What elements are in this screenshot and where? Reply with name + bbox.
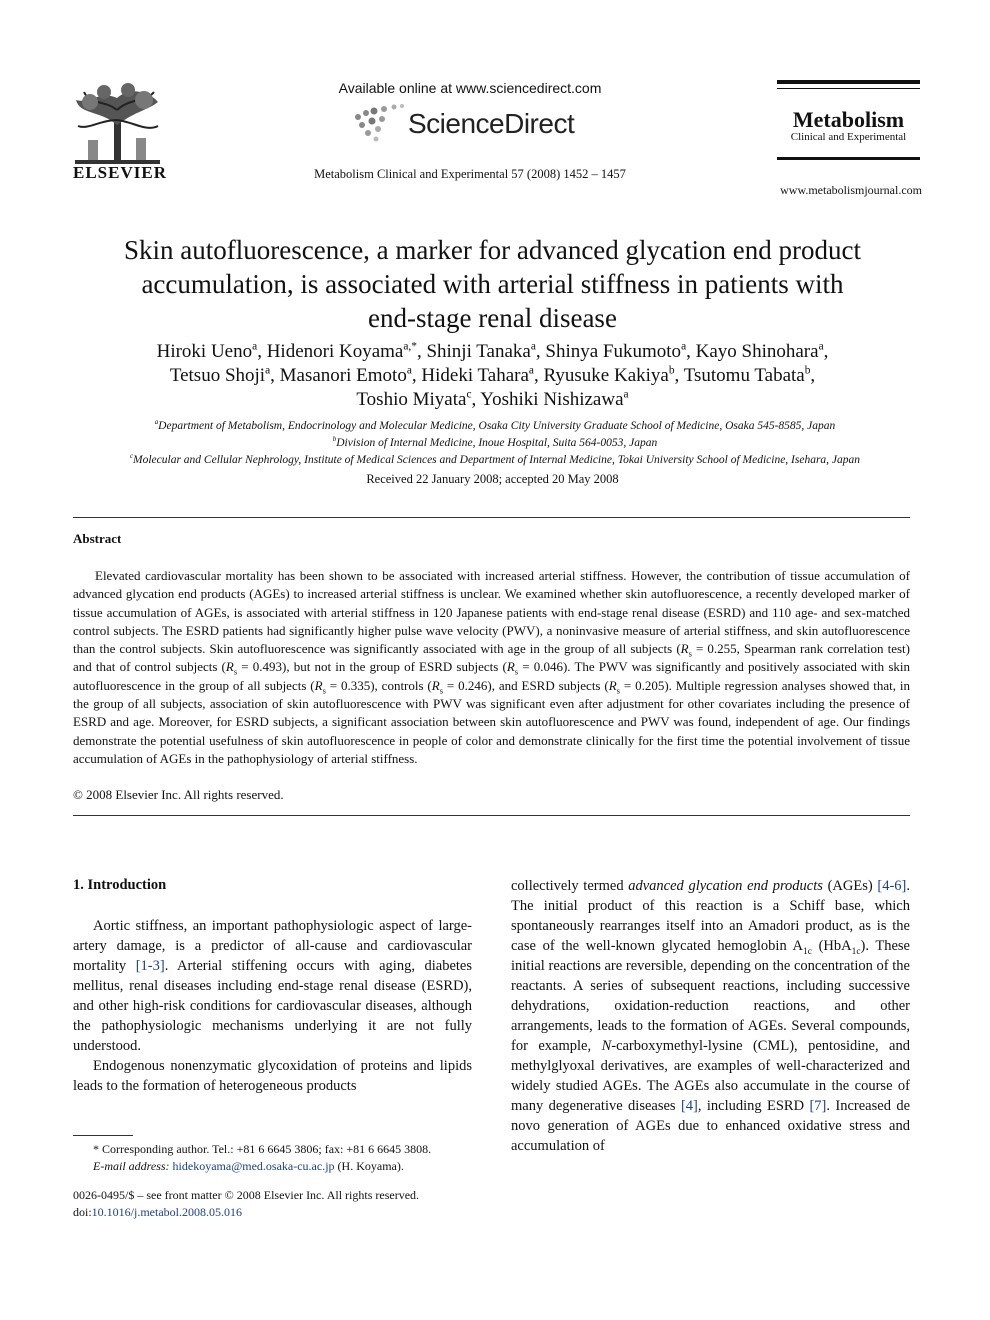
- journal-citation: Metabolism Clinical and Experimental 57 (2008) 1452 – 1457: [314, 167, 626, 181]
- paragraph: Aortic stiffness, an important pathophysiologic aspect of large-artery damage, is a predictor of all-cause and cardiovascular mortality [1-3]. Arterial stiffening occurs with aging, diabetes mellitus, renal diseases including end-stage renal disease (ESRD), and other high-risk conditions for cardiovascular diseases, although the pathophysiologic mechanisms underlying it are not fully understood.: [73, 918, 472, 1054]
- author: Shinji Tanaka$^a$,: [426, 340, 546, 362]
- issn-line: 0026-0495/$ – see front matter © 2008 Elsevier Inc. All rights reserved.: [73, 1188, 420, 1202]
- author: Hideki Tahara$^a$,: [421, 364, 544, 386]
- email-line: E-mail address: hidekoyama@med.osaka-cu.ac.jp (H. Koyama).: [93, 1159, 404, 1173]
- footnote-corresponding: [73, 1141, 473, 1175]
- author: Yoshiki Nishizawa$^a$: [480, 388, 629, 410]
- citation-link[interactable]: [7]: [809, 1098, 827, 1114]
- citation-link[interactable]: [4-6]: [877, 878, 907, 894]
- affiliation-b: $^b$Division of Internal Medicine, Inoue Hospital, Suita 564-0053, Japan: [332, 436, 658, 449]
- abstract-heading: Abstract: [73, 531, 122, 546]
- abstract-text: Elevated cardiovascular mortality has been shown to be associated with increased arterial stiffness. However, the contribution of tissue accumulation of advanced glycation end products (AGEs) to increased arterial stiffness is unclear. We examined whether skin autofluorescence, a recently developed marker of tissue accumulation of AGEs, is associated with arterial stiffness in 120 Japanese patients with end-stage renal disease (ESRD) and 110 age- and sex-matched control subjects. The ESRD patients had significantly higher pulse wave velocity (PWV), a noninvasive measure of arterial stiffness, and skin autofluorescence than the control subjects. Skin autofluorescence was significantly associated with age in the group of all subjects ($R_s = 0.255$, Spearman rank correlation test) and that of control subjects $(R_s = 0.493)$, but not in the group of ESRD subjects $(R_s = 0.046)$. The PWV was significantly and positively associated with skin autofluorescence in the group of all subjects $(R_s = 0.335)$, controls $(R_s = 0.246)$, and ESRD subjects $(R_s = 0.205)$. Multiple regression analyses showed that, in the group of all subjects, association of skin autofluorescence with PWV was significant even after adjustment for other covariates including the presence of ESRD and age. Moreover, for ESRD subjects, a significant association between skin autofluorescence and PWV was found, independent of age. Our findings demonstrate the potential usefulness of skin autofluorescence in people of color and demonstrate clinically for the first time the potential involvement of tissue accumulation of AGEs in the pathophysiology of arterial stiffness.: [73, 568, 911, 766]
- citation-link[interactable]: [4]: [680, 1098, 698, 1114]
- body-column-left: [73, 916, 472, 1096]
- journal-url[interactable]: www.metabolismjournal.com: [780, 183, 922, 197]
- journal-rule-top-thin: [777, 88, 920, 89]
- email-link[interactable]: hidekoyama@med.osaka-cu.ac.jp: [172, 1159, 335, 1173]
- divider: [73, 517, 910, 518]
- affiliation-a: $^a$Department of Metabolism, Endocrinology and Molecular Medicine, Osaka City University Graduate School of Medicine, Osaka 545-8585, Japan: [154, 419, 836, 432]
- author: Ryusuke Kakiya$^b$,: [543, 364, 684, 386]
- journal-subtitle: Clinical and Experimental: [790, 131, 907, 143]
- author: Tetsuo Shoji$^a$,: [169, 364, 280, 386]
- journal-name: Metabolism: [792, 107, 905, 132]
- divider: [73, 815, 910, 816]
- author-line: [75, 364, 910, 388]
- author: Tsutomu Tabata$^b$,: [683, 364, 816, 386]
- doi-line: doi:10.1016/j.metabol.2008.05.016: [73, 1205, 242, 1219]
- author: Toshio Miyata$^c$,: [356, 388, 481, 410]
- affiliation-c: $^c$Molecular and Cellular Nephrology, Institute of Medical Sciences and Department of Internal Medicine, Tokai University School of Medicine, Isehara, Japan: [129, 453, 861, 466]
- abstract-copyright: © 2008 Elsevier Inc. All rights reserved.: [73, 787, 284, 802]
- section-heading: 1. Introduction: [73, 877, 167, 893]
- body-column-right: [511, 876, 910, 1156]
- citation-link[interactable]: [1-3]: [135, 958, 165, 974]
- title-line: end-stage renal disease: [368, 303, 617, 333]
- author-line: [75, 388, 910, 412]
- footnote-rule: [73, 1135, 133, 1136]
- issn-doi: [73, 1187, 493, 1221]
- paragraph: collectively termed advanced glycation end products (AGEs) [4-6]. The initial product of this reaction is a Schiff base, which spontaneously rearranges itself into an Amadori product, as is the case of the well-known glycated hemoglobin $A_{1c}$ (HbA$_{1c}$). These initial reactions are reversible, depending on the concentration of the reactants. A series of subsequent reactions, including successive dehydrations, oxidation-reduction reactions, and other arrangements, leads to the formation of AGEs. Several compounds, for example, N-carboxymethyl-lysine (CML), pentosidine, and methylglyoxal derivatives, are examples of well-characterized and widely studied AGEs. The AGEs also accumulate in the course of many degenerative diseases [4], including ESRD [7]. Increased de novo generation of AGEs due to enhanced oxidative stress and accumulation of: [511, 878, 911, 1154]
- elsevier-tree-logo-icon: [70, 80, 165, 168]
- author: Hiroki Ueno$^a$,: [156, 340, 267, 362]
- author: Masanori Emoto$^a$,: [279, 364, 422, 386]
- sciencedirect-wordmark: ScienceDirect: [408, 108, 575, 139]
- paragraph: Endogenous nonenzymatic glycoxidation of proteins and lipids leads to the formation of heterogeneous products: [73, 1058, 472, 1094]
- author: Kayo Shinohara$^a$,: [695, 340, 829, 362]
- doi-link[interactable]: 10.1016/j.metabol.2008.05.016: [91, 1205, 242, 1219]
- journal-rule-bottom: [777, 157, 920, 160]
- title-line: Skin autofluorescence, a marker for advanced glycation end product: [124, 235, 861, 265]
- author: Shinya Fukumoto$^a$,: [545, 340, 696, 362]
- publisher-name: ELSEVIER: [73, 163, 167, 182]
- title-line: accumulation, is associated with arterial stiffness in patients with: [141, 269, 844, 299]
- received-dates: Received 22 January 2008; accepted 20 May 2008: [366, 472, 619, 486]
- available-online[interactable]: Available online at www.sciencedirect.com: [338, 80, 602, 96]
- author-list: [75, 340, 910, 412]
- corresponding-author: * Corresponding author. Tel.: +81 6 6645 3806; fax: +81 6 6645 3808.: [93, 1142, 432, 1156]
- author-line: [75, 340, 910, 364]
- author: Hidenori Koyama$^{a,*}$,: [266, 340, 427, 362]
- journal-rule-top: [777, 80, 920, 84]
- article-title: [75, 233, 910, 335]
